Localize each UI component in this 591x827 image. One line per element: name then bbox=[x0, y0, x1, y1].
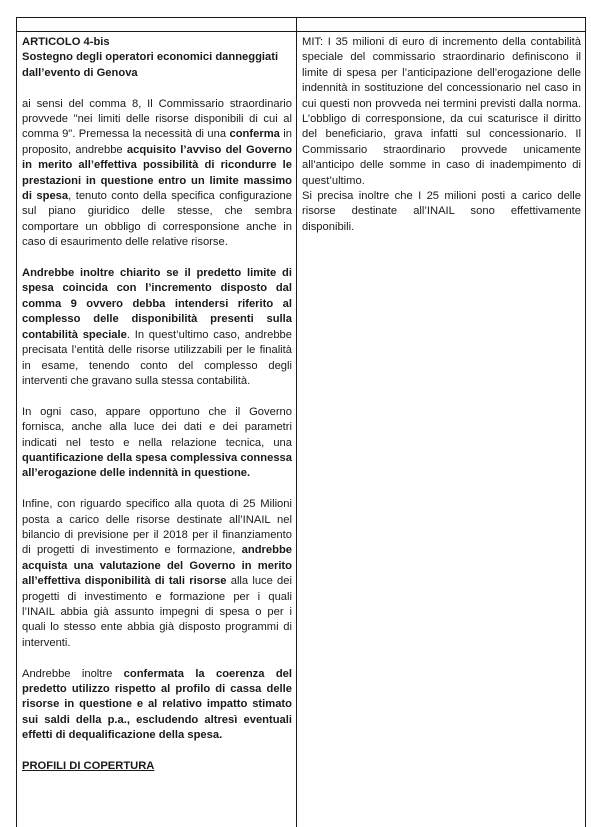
table-left-border bbox=[16, 17, 17, 827]
table-header-row-border bbox=[16, 31, 586, 32]
left-column bbox=[22, 35, 292, 774]
bold-text-run: quantificazione della spesa complessiva connessa all’erogazione delle indennità in questione. bbox=[22, 451, 292, 480]
paragraph-4 bbox=[22, 497, 292, 651]
right-column bbox=[302, 35, 581, 235]
paragraph-5 bbox=[22, 667, 292, 744]
table-top-border bbox=[16, 17, 586, 18]
article-title: Sostegno degli operatori economici danneggiati dall’evento di Genova bbox=[22, 51, 279, 79]
section-title: PROFILI DI COPERTURA bbox=[22, 760, 155, 772]
paragraph-2 bbox=[22, 266, 292, 389]
table-right-border bbox=[585, 17, 586, 827]
bold-text-run: acquisito l’avviso del Governo in merito all’effettiva possibilità di ricondurre le prestazioni in questione entro un limite massimo di spesa bbox=[22, 143, 292, 203]
text-run: In ogni caso, appare opportuno che il Governo fornisca, anche alla luce dei dati e dei parametri indicati nel testo e nella relazione tecnica, una bbox=[22, 405, 292, 449]
table-column-divider bbox=[296, 17, 297, 827]
text-run: in proposito, andrebbe bbox=[22, 128, 292, 156]
paragraph-1 bbox=[22, 97, 292, 251]
bold-text-run: Andrebbe inoltre chiarito se il predetto limite di spesa coincida con l’incremento disposto dal comma 9 ovvero debba intendersi riferito al complesso delle disponibilità presenti sulla contabilità speciale bbox=[22, 267, 292, 341]
text-run: , tenuto conto della specifica configurazione sul piano giuridico delle stesse, che sembra comportare un obbligo di corresponsione anche in caso di esaurimento delle relative risorse. bbox=[22, 190, 292, 249]
text-run: Infine, con riguardo specifico alla quota di 25 Milioni posta a carico delle risorse destinate all’INAIL nel bilancio di previsione per il 2018 per il finanziamento di progetti di investimento e formazione, bbox=[22, 498, 292, 557]
text-run: . In quest’ultimo caso, andrebbe precisata l’entità delle risorse utilizzabili per le finalità in esame, tenendo conto del complesso degli interventi che gravano sulla stessa contabilità. bbox=[22, 328, 292, 387]
bold-text-run: andrebbe acquista una valutazione del Governo in merito all’effettiva disponibilità di tali risorse bbox=[22, 544, 292, 588]
article-number: ARTICOLO 4-bis bbox=[22, 36, 110, 48]
text-run: alla luce dei progetti di investimento e formazione per i quali l’INAIL abbia già assunto impegni di spesa o per i quali lo stesso ente abbia già disposto programmi di interventi. bbox=[22, 575, 292, 649]
bold-text-run: confermata la coerenza del predetto utilizzo rispetto al profilo di cassa delle risorse in questione e al relativo impatto stimato sui saldi della p.a., escludendo altresì eventuali effetti di dequalificazione della spesa. bbox=[22, 667, 292, 742]
response-paragraph-2: Si precisa inoltre che I 25 milioni posti a carico delle risorse destinate all’INAIL sono effettivamente disponibili. bbox=[302, 190, 581, 233]
text-run: ai sensi del comma 8, Il Commissario straordinario provvede "nei limiti delle risorse disponibili di cui al comma 9". Premessa la necessità di una bbox=[22, 97, 292, 141]
paragraph-3 bbox=[22, 405, 292, 482]
bold-text-run: conferma bbox=[229, 128, 280, 141]
text-run: Andrebbe inoltre bbox=[22, 667, 124, 680]
response-paragraph-1: MIT: I 35 milioni di euro di incremento della contabilità speciale del commissario straordinario definiscono il limite di spesa per l’anticipazione dell’erogazione delle indennità in sostituzione del concessionario nel caso in cui questi non provveda nei termini previsti dalla norma. L’obbligo di corresponsione, da cui scaturisce il diritto del beneficiario, grava infatti sul concessionario. Il Commissario straordinario provvede unicamente all’anticipo delle somme in caso di inadempimento di quest’ultimo. bbox=[302, 36, 581, 187]
